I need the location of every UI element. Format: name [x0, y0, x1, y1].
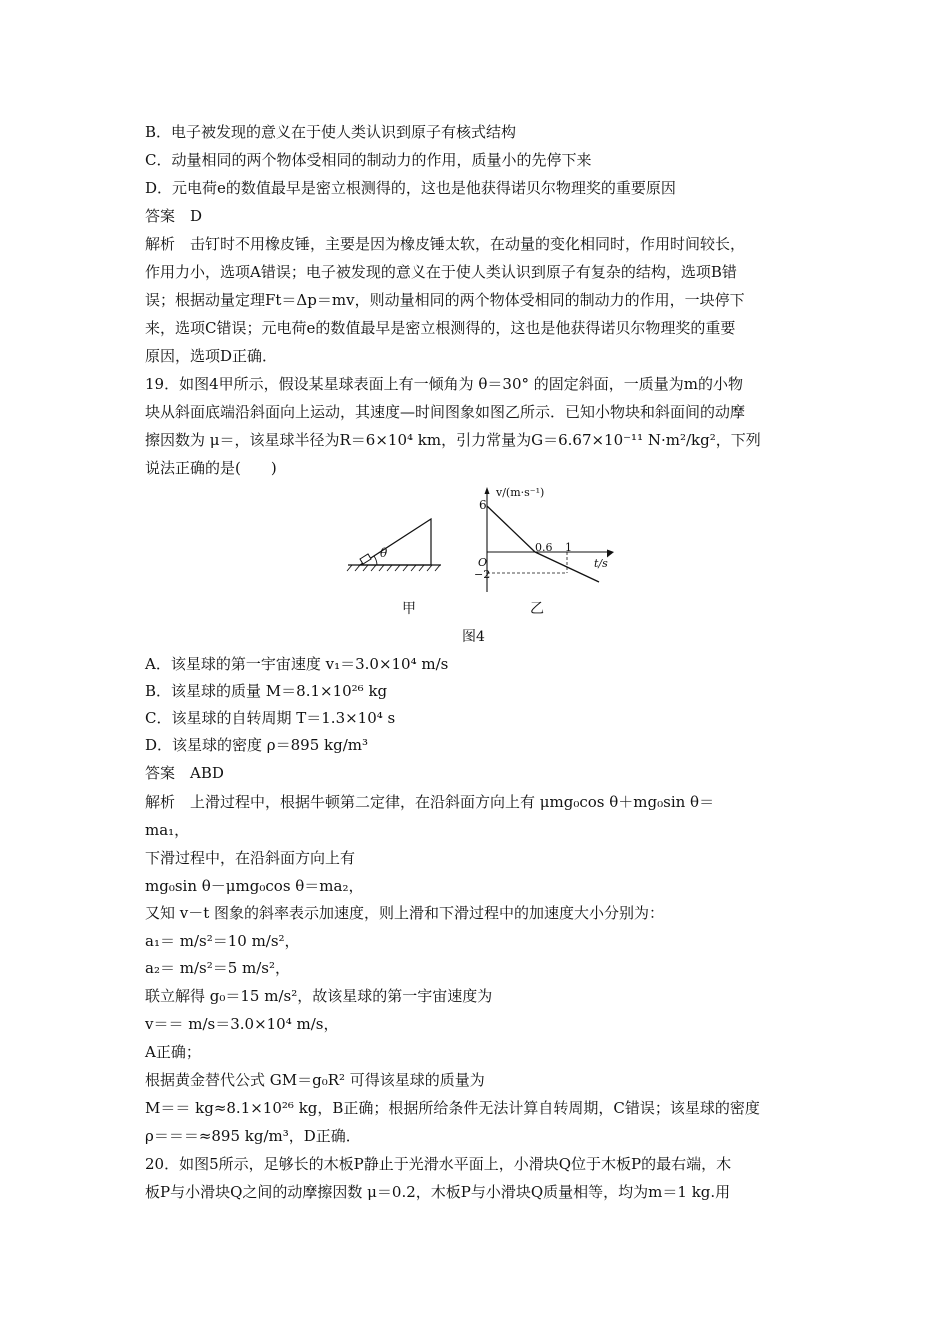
- answer-line: 答案 D: [145, 207, 203, 225]
- analysis-line: 作用力小，选项A错误；电子被发现的意义在于使人类认识到原子有复杂的结构，选项B错: [145, 263, 737, 281]
- y-axis-label: v/(m·s⁻¹): [496, 486, 545, 499]
- analysis-line: a₁＝ m/s²＝10 m/s²，: [145, 932, 300, 950]
- analysis-line: 解析 上滑过程中，根据牛顿第二定律，在沿斜面方向上有 μmg₀cos θ＋mg₀sin θ＝: [145, 793, 715, 811]
- question-19-line: 说法正确的是( ): [145, 459, 277, 477]
- analysis-line: a₂＝ m/s²＝5 m/s²，: [145, 959, 291, 977]
- question-19-line: 19．如图4甲所示，假设某星球表面上有一倾角为 θ＝30° 的固定斜面，一质量为m的小物: [145, 375, 744, 393]
- block-on-incline: [360, 554, 371, 564]
- x-tick-0-6: 0.6: [535, 541, 553, 554]
- upward-slide-segment: [487, 506, 535, 552]
- analysis-line: 误；根据动量定理Ft＝Δp＝mv，则动量相同的两个物体受相同的制动力的作用，一块停下: [145, 291, 745, 309]
- option-b-line: B．电子被发现的意义在于使人类认识到原子有核式结构: [145, 123, 517, 141]
- option-c-line: C．该星球的自转周期 T＝1.3×10⁴ s: [145, 709, 396, 727]
- option-d-line: D．元电荷e的数值最早是密立根测得的，这也是他获得诺贝尔物理奖的重要原因: [145, 179, 676, 197]
- option-b-line: B．该星球的质量 M＝8.1×10²⁶ kg: [145, 682, 388, 700]
- analysis-line: 原因，选项D正确．: [145, 347, 278, 365]
- question-19-line: 擦因数为 μ＝，该星球半径为R＝6×10⁴ km，引力常量为G＝6.67×10⁻¹¹ N·m²/kg²，下列: [145, 431, 761, 449]
- analysis-line: 解析 击钉时不用橡皮锤，主要是因为橡皮锤太软，在动量的变化相同时，作用时间较长，: [145, 235, 746, 253]
- analysis-line: ρ＝＝＝≈895 kg/m³，D正确．: [145, 1127, 361, 1145]
- x-tick-1: 1: [565, 541, 572, 554]
- analysis-line: ma₁，: [145, 821, 190, 839]
- figure-caption: 图4: [462, 629, 485, 645]
- y-tick-6: 6: [479, 498, 487, 512]
- x-axis-label: t/s: [594, 557, 608, 570]
- y-tick-minus-2: −2: [474, 568, 491, 581]
- analysis-line: 下滑过程中，在沿斜面方向上有: [145, 849, 356, 867]
- question-20-line: 20．如图5所示，足够长的木板P静止于光滑水平面上，小滑块Q位于木板P的最右端，木: [145, 1155, 732, 1173]
- option-c-line: C．动量相同的两个物体受相同的制动力的作用，质量小的先停下来: [145, 151, 592, 169]
- analysis-line: v＝＝ m/s＝3.0×10⁴ m/s，: [145, 1015, 339, 1033]
- analysis-line: 根据黄金替代公式 GM＝g₀R² 可得该星球的质量为: [145, 1071, 485, 1089]
- analysis-line: mg₀sin θ－μmg₀cos θ＝ma₂，: [145, 877, 364, 895]
- incline-diagram: [340, 512, 450, 574]
- option-d-line: D．该星球的密度 ρ＝895 kg/m³: [145, 736, 368, 754]
- answer-line: 答案 ABD: [145, 764, 224, 782]
- angle-label: θ: [380, 546, 388, 560]
- question-19-line: 块从斜面底端沿斜面向上运动，其速度—时间图象如图乙所示．已知小物块和斜面间的动摩: [145, 403, 746, 421]
- option-a-line: A．该星球的第一宇宙速度 v₁＝3.0×10⁴ m/s: [145, 655, 449, 673]
- analysis-line: 来，选项C错误；元电荷e的数值最早是密立根测得的，这也是他获得诺贝尔物理奖的重要: [145, 319, 736, 337]
- figure-label-yi: 乙: [530, 601, 544, 617]
- origin-label: O: [478, 556, 488, 569]
- figure-label-jia: 甲: [402, 601, 416, 617]
- question-20-line: 板P与小滑块Q之间的动摩擦因数 μ＝0.2，木板P与小滑块Q质量相等，均为m＝1 kg.用: [145, 1183, 731, 1201]
- analysis-line: A正确；: [145, 1043, 201, 1061]
- analysis-line: 又知 v－t 图象的斜率表示加速度，则上滑和下滑过程中的加速度大小分别为：: [145, 904, 665, 922]
- analysis-line: M＝＝ kg≈8.1×10²⁶ kg，B正确；根据所给条件无法计算自转周期，C错误；该星球的密度: [145, 1099, 760, 1117]
- analysis-line: 联立解得 g₀＝15 m/s²，故该星球的第一宇宙速度为: [145, 987, 493, 1005]
